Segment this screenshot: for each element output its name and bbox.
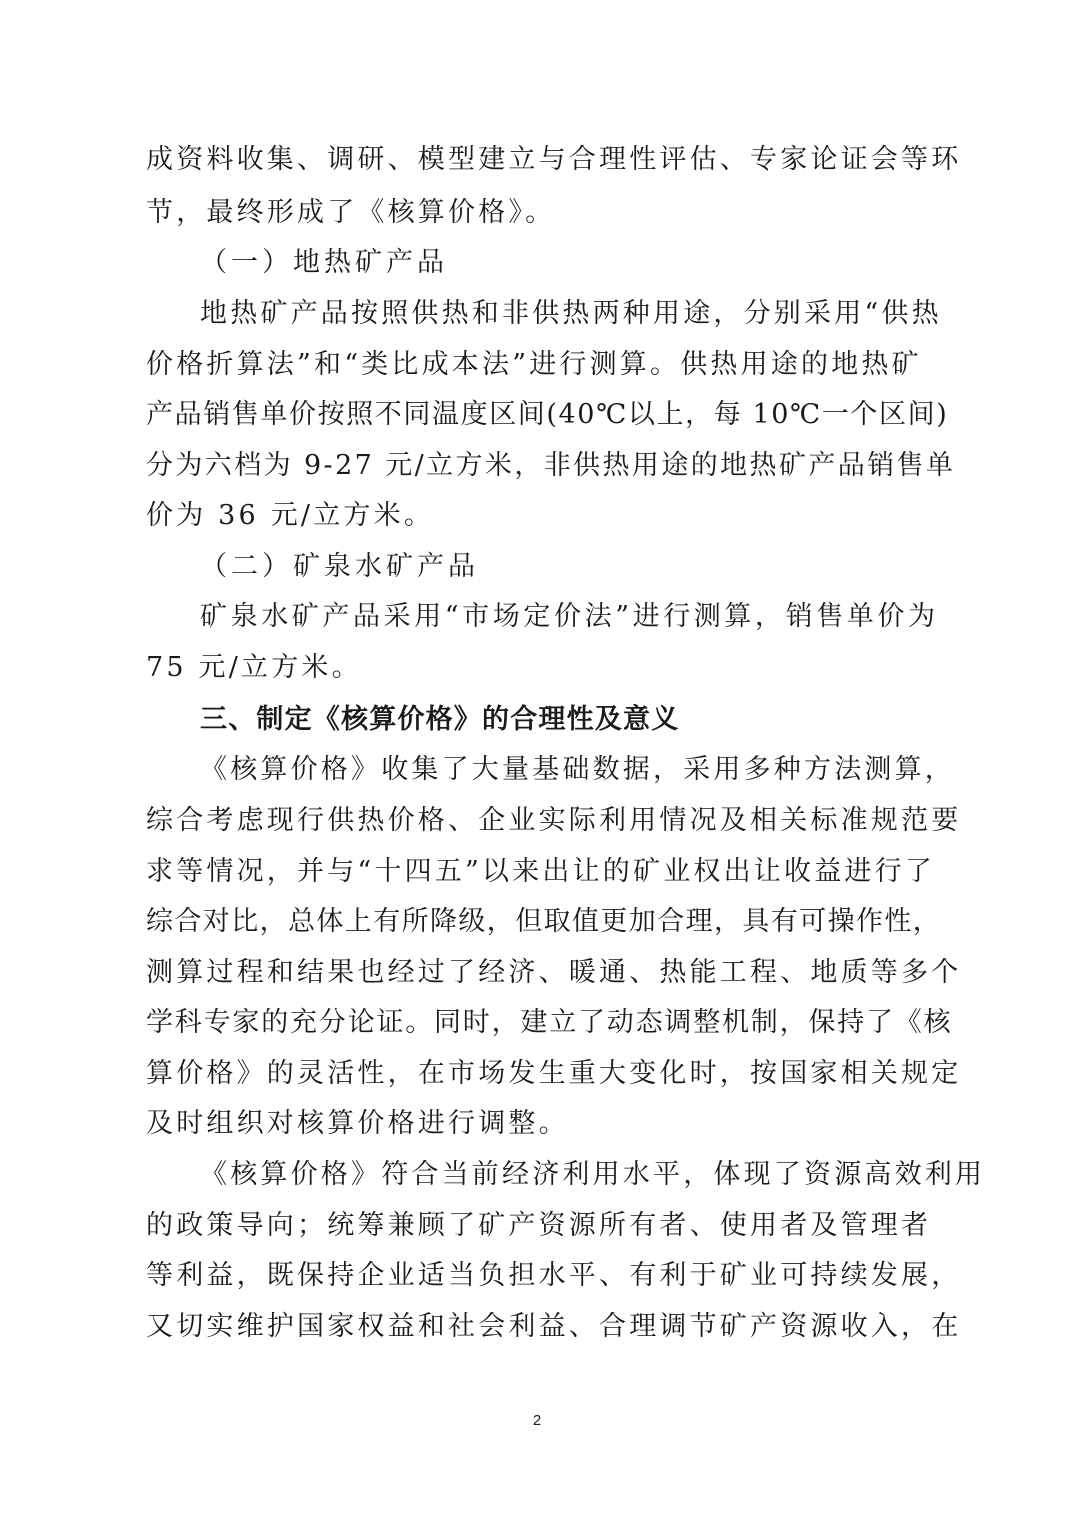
text-line: 综合对比，总体上有所降级，但取值更加合理，具有可操作性，: [146, 906, 942, 937]
text-line: 价格折算法”和“类比成本法”进行测算。供热用途的地热矿: [146, 349, 922, 380]
section-subheading: （二）矿泉水矿产品: [200, 551, 479, 582]
text-line: 产品销售单价按照不同温度区间(40℃以上，每 10℃一个区间): [146, 399, 949, 430]
text-line: 等利益，既保持企业适当负担水平、有利于矿业可持续发展，: [146, 1260, 962, 1291]
text-line: 矿泉水矿产品采用“市场定价法”进行测算，销售单价为: [200, 601, 939, 632]
text-line: 节，最终形成了《核算价格》。: [146, 197, 556, 228]
text-line: 成资料收集、调研、模型建立与合理性评估、专家论证会等环: [146, 144, 962, 175]
text-line: 《核算价格》符合当前经济利用水平，体现了资源高效利用: [200, 1159, 986, 1190]
text-line: 分为六档为 9-27 元/立方米，非供热用途的地热矿产品销售单: [146, 450, 956, 481]
text-line: 求等情况，并与“十四五”以来出让的矿业权出让收益进行了: [146, 856, 936, 887]
text-line: 地热矿产品按照供热和非供热两种用途，分别采用“供热: [200, 298, 942, 329]
text-line: 《核算价格》收集了大量基础数据，采用多种方法测算，: [200, 754, 955, 785]
text-line: 及时组织对核算价格进行调整。: [146, 1108, 569, 1139]
text-line: 测算过程和结果也经过了经济、暖通、热能工程、地质等多个: [146, 957, 962, 988]
text-line: 价为 36 元/立方米。: [146, 500, 435, 531]
text-line: 算价格》的灵活性，在市场发生重大变化时，按国家相关规定: [146, 1058, 962, 1089]
text-line: 综合考虑现行供热价格、企业实际利用情况及相关标准规范要: [146, 805, 962, 836]
text-line: 又切实维护国家权益和社会利益、合理调节矿产资源收入，在: [146, 1311, 962, 1342]
text-line: 学科专家的充分论证。同时，建立了动态调整机制，保持了《核: [146, 1007, 953, 1038]
page-number: 2: [532, 1412, 542, 1429]
text-line: 的政策导向；统筹兼顾了矿产资源所有者、使用者及管理者: [146, 1210, 932, 1241]
section-heading: 三、制定《核算价格》的合理性及意义: [200, 704, 680, 735]
text-line: 75 元/立方米。: [146, 652, 362, 683]
section-subheading: （一）地热矿产品: [200, 247, 448, 278]
